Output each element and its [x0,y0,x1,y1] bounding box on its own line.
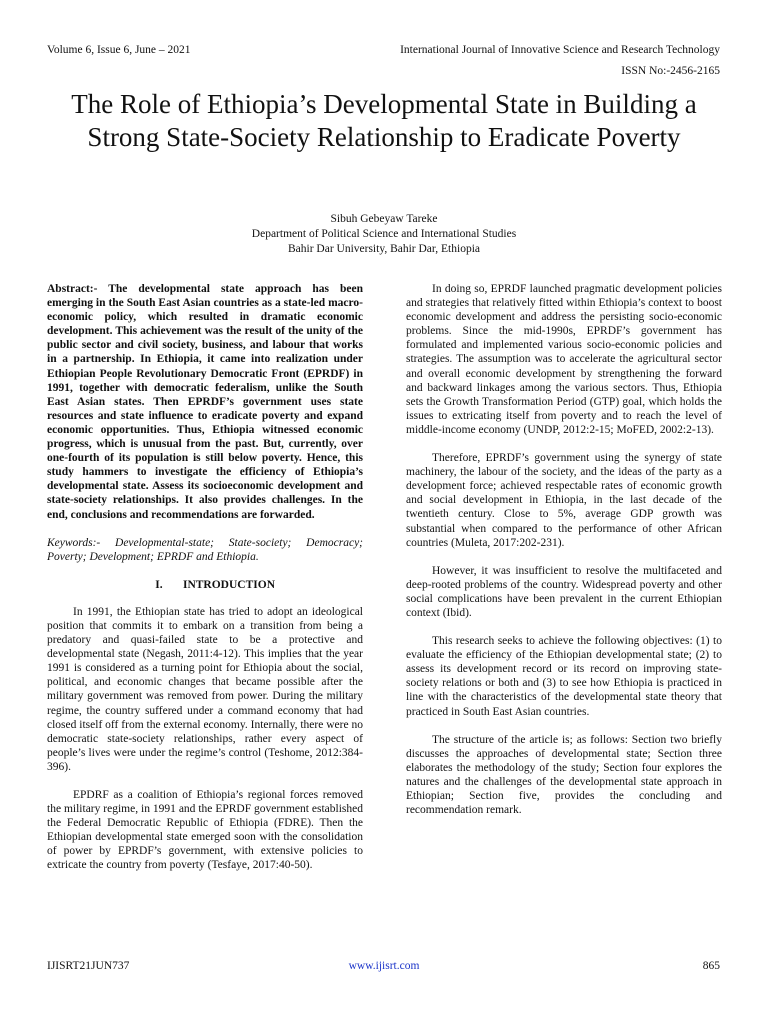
website-link[interactable]: www.ijisrt.com [348,960,420,972]
body-paragraph: However, it was insufficient to resolve the multifaceted and deep-rooted problems of the country. Widespread poverty and other social complications have been prevalent in the current Ethiopian context (Ibid). [406,564,722,619]
body-paragraph: The structure of the article is; as follows: Section two briefly discusses the approaches of developmental state; Section three elaborates the methodology of the study; Section four explores the natures and the challenges of the developmental state approach in Ethiopian; Section five, provides the concluding and recommendation remark. [406,733,722,817]
volume-issue: Volume 6, Issue 6, June – 2021 [47,44,191,56]
issn-number: ISSN No:-2456-2165 [621,65,720,77]
section-heading [47,578,363,592]
footer-website-link [0,960,768,972]
footer-paper-code: IJISRT21JUN737 [47,960,130,972]
author-affiliation: Bahir Dar University, Bahir Dar, Ethiopia [287,243,480,255]
keywords: Keywords:- Developmental-state; State-society; Democracy; Poverty; Development; EPRDF and Ethiopia. [47,536,363,563]
page-number: 865 [702,960,720,972]
author-name: Sibuh Gebeyaw Tareke [330,213,438,225]
section-title: INTRODUCTION [182,578,275,591]
right-column [406,282,722,831]
journal-name: International Journal of Innovative Science and Research Technology [400,44,720,56]
author-block [100,212,668,257]
left-column [47,282,363,887]
body-paragraph: Therefore, EPRDF’s government using the synergy of state machinery, the labour of the society, and the ideas of the party as a development force; achieved respectable rates of economic growth and social development in Ethiopia, in the last decade of the twentieth century. Close to 5%, average GDP growth was substantial when compared to the performance of other African countries (Muleta, 2017:202-231). [406,452,722,549]
author-department: Department of Political Science and International Studies [251,228,517,240]
body-paragraph: This research seeks to achieve the following objectives: (1) to evaluate the efficiency of the Ethiopian developmental state; (2) to assess its development record or its record on improving state-society relations or both and (3) to see how Ethiopia is practiced in line with the characteristics of the developmental state theory that practiced in South East Asian countries. [406,635,722,718]
body-paragraph: In 1991, the Ethiopian state has tried to adopt an ideological position that commits it to embark on a transition from being a predatory and quasi-failed state to be a protective and developmental state (Negash, 2011:4-12). This implies that the year 1991 is considered as a turning point for Ethiopia about the social, political, and economic changes that became possible after the military government was removed from power. During the military regime, the country suffered under a command economy that had closed itself off from the external economy. Internally, there were no democratic state-society relationships, rather every aspect of people’s lives were under the regime’s control (Teshome, 2012:384-396). [47,605,363,773]
body-paragraph: In doing so, EPRDF launched pragmatic development policies and strategies that relatively fitted within Ethiopia’s context to boost economic development and address the persisting socio-economic problems. Since the mid-1990s, EPRDF’s government has formulated and implemented various socio-economic policies and strategies. The assumption was to accelerate the agricultural sector and overall economic development by strengthening the forward and backward linkages among the various sectors. Thus, Ethiopia sets the Growth Transformation Period (GTP) goal, which holds the issues to extricating itself from poverty and to reach the level of middle-income economy (UNDP, 2012:2-15; MoFED, 2002:2-13). [406,283,722,436]
abstract: Abstract:- The developmental state approach has been emerging in the South East Asian countries as a state-led macro-economic policy, which resulted in dramatic economic development. This achievement was the result of the unity of the public sector and civil society, business, and labour that works in a partnership. In Ethiopia, it came into realization under Ethiopian People Revolutionary Democratic Front (EPRDF) in 1991, together with democratic federalism, unlike the South East Asian states. Then EPRDF’s government uses state resources and state influence to eradicate poverty and expand economic opportunities. Thus, Ethiopia witnessed economic progress, which is unusual from the past. But, currently, over one-fourth of its population is still below poverty. Hence, this study hammers to investigate the efficiency of Ethiopia’s developmental state. Assess its socioeconomic development and state-society relationships. It also provides challenges. In the end, conclusions and recommendations are forwarded. [47,283,363,521]
body-paragraph: EPDRF as a coalition of Ethiopia’s regional forces removed the military regime, in 1991 and the EPRDF government established the Federal Democratic Republic of Ethiopia (FDRE). Then the Ethiopian developmental state emerged soon with the consolidation of power by EPRDF’s government, with extensive policies to extricate the country from poverty (Tesfaye, 2017:40-50). [47,789,363,872]
paper-title: The Role of Ethiopia’s Developmental State in Building a Strong State-Society Relationship to Eradicate Poverty [71,89,697,152]
section-number: I. [155,578,163,591]
